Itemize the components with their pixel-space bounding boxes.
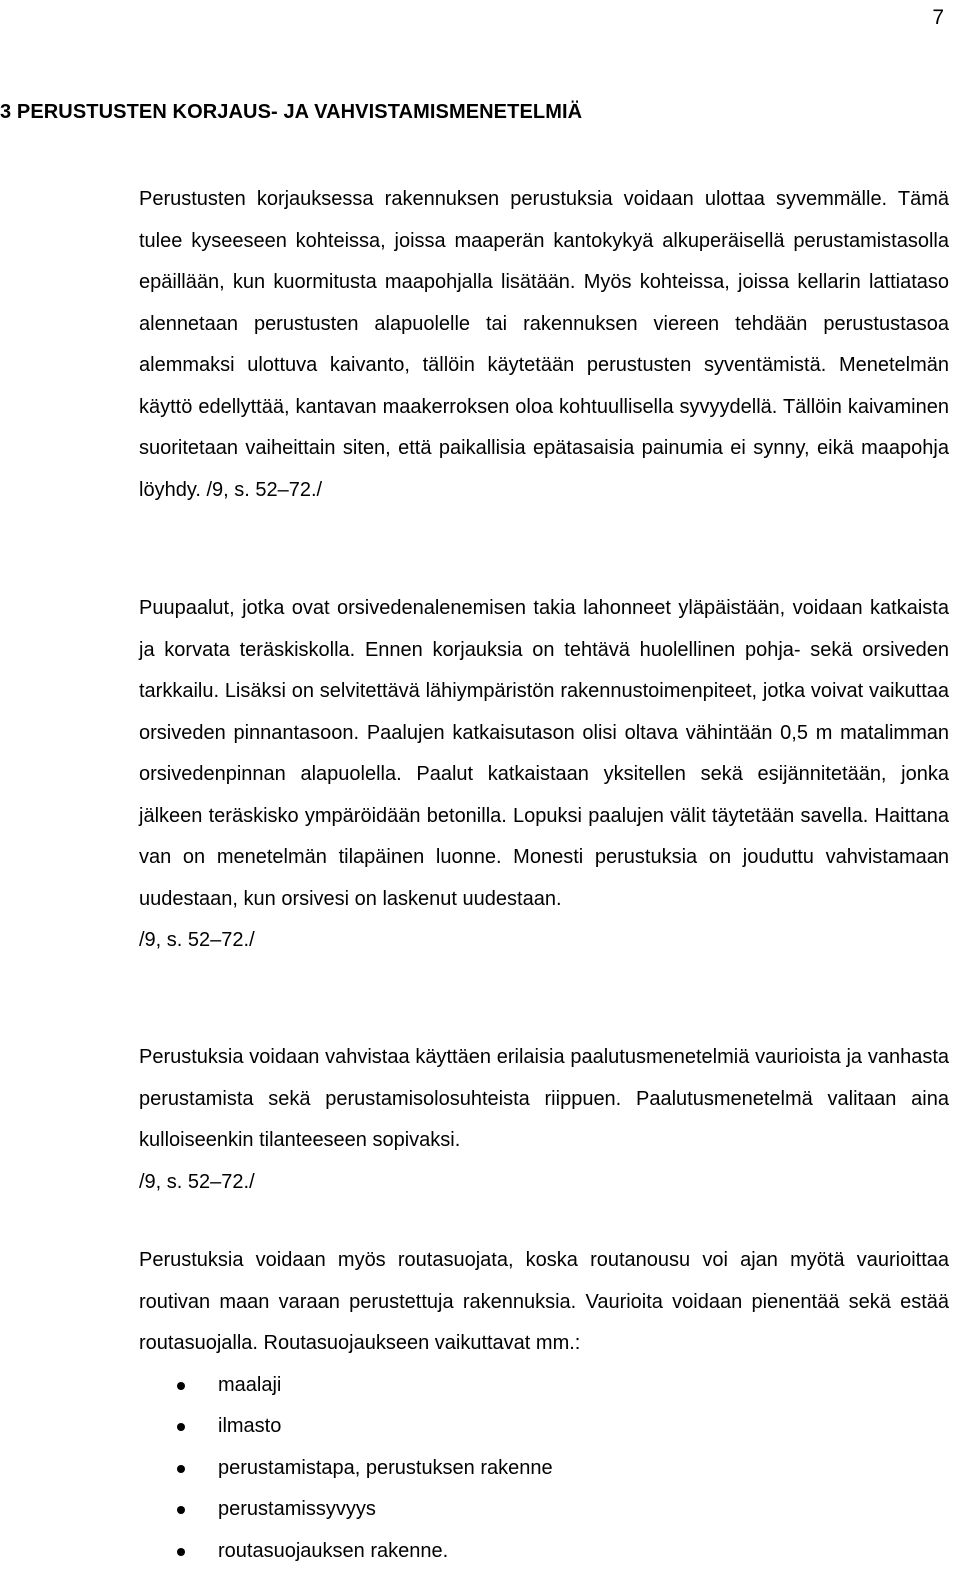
bullet-icon	[177, 1423, 185, 1431]
bullet-icon	[177, 1506, 185, 1514]
paragraph-wooden-piles: Puupaalut, jotka ovat orsivedenalenemisen takia lahonneet yläpäistään, voidaan katkaista ja korvata teräskiskolla. Ennen korjauksia on tehtävä huolellinen pohja- sekä orsiveden tarkkailu. Lisäksi on selvitettävä lähiympäristön rakennustoimenpiteet, jotka voivat vaikuttaa orsiveden pinnantasoon. Paalujen katkaisutason olisi oltava vähintään 0,5 m matalimman orsivedenpinnan alapuolella. Paalut katkaistaan yksitellen sekä esijännitetään, jonka jälkeen teräskisko ympäröidään betonilla. Lopuksi paalujen välit täytetään savella. Haittana van on menetelmän tilapäinen luonne. Monesti perustuksia on jouduttu vahvistamaan uudestaan, kun orsivesi on laskenut uudestaan.	[139, 597, 949, 910]
bullet-icon	[177, 1382, 185, 1390]
list-item-label: routasuojauksen rakenne.	[218, 1539, 449, 1562]
list-item-label: ilmasto	[218, 1415, 282, 1437]
list-item	[139, 1365, 949, 1407]
list-item	[139, 1448, 949, 1490]
list-item-label: perustamissyvyys	[218, 1498, 376, 1520]
frost-factors-list	[139, 1365, 949, 1573]
section-4	[139, 1240, 949, 1572]
page-number: 7	[932, 6, 944, 29]
chapter-heading: 3 PERUSTUSTEN KORJAUS- JA VAHVISTAMISMENETELMIÄ	[0, 101, 583, 123]
bullet-icon	[177, 1548, 185, 1556]
section-2	[139, 588, 949, 962]
list-item	[139, 1406, 949, 1448]
reference: /9, s. 52–72./	[139, 1170, 255, 1193]
list-item	[139, 1531, 949, 1573]
section-1	[139, 179, 949, 511]
list-item	[139, 1489, 949, 1531]
reference: /9, s. 52–72./	[139, 929, 255, 951]
list-item-label: perustamistapa, perustuksen rakenne	[218, 1456, 553, 1479]
list-item-label: maalaji	[218, 1373, 282, 1396]
paragraph-frost-protection: Perustuksia voidaan myös routasuojata, koska routanousu voi ajan myötä vaurioittaa routivan maan varaan perustettuja rakennuksia. Vaurioita voidaan pienentää sekä estää routasuojalla. Routasuojaukseen vaikuttavat mm.:	[139, 1249, 949, 1354]
bullet-icon	[177, 1465, 185, 1473]
paragraph-piling-methods: Perustuksia voidaan vahvistaa käyttäen erilaisia paalutusmenetelmiä vaurioista ja vanhasta perustamista sekä perustamisolosuhteista riippuen. Paalutusmenetelmä valitaan aina kulloiseenkin tilanteeseen sopivaksi.	[139, 1046, 949, 1151]
paragraph-underpinning: Perustusten korjauksessa rakennuksen perustuksia voidaan ulottaa syvemmälle. Tämä tulee kyseeseen kohteissa, joissa maaperän kantokykyä alkuperäisellä perustamistasolla epäillään, kun kuormitusta maapohjalla lisätään. Myös kohteissa, joissa kellarin lattiataso alennetaan perustusten alapuolelle tai rakennuksen viereen tehdään perustustasoa alemmaksi ulottuva kaivanto, tällöin käytetään perustusten syventämistä. Menetelmän käyttö edellyttää, kantavan maakerroksen oloa kohtuullisella syvyydellä. Tällöin kaivaminen suoritetaan vaiheittain siten, että paikallisia epätasaisia painumia ei synny, eikä maapohja löyhdy. /9, s. 52–72./	[139, 188, 949, 501]
section-3	[139, 1037, 949, 1203]
